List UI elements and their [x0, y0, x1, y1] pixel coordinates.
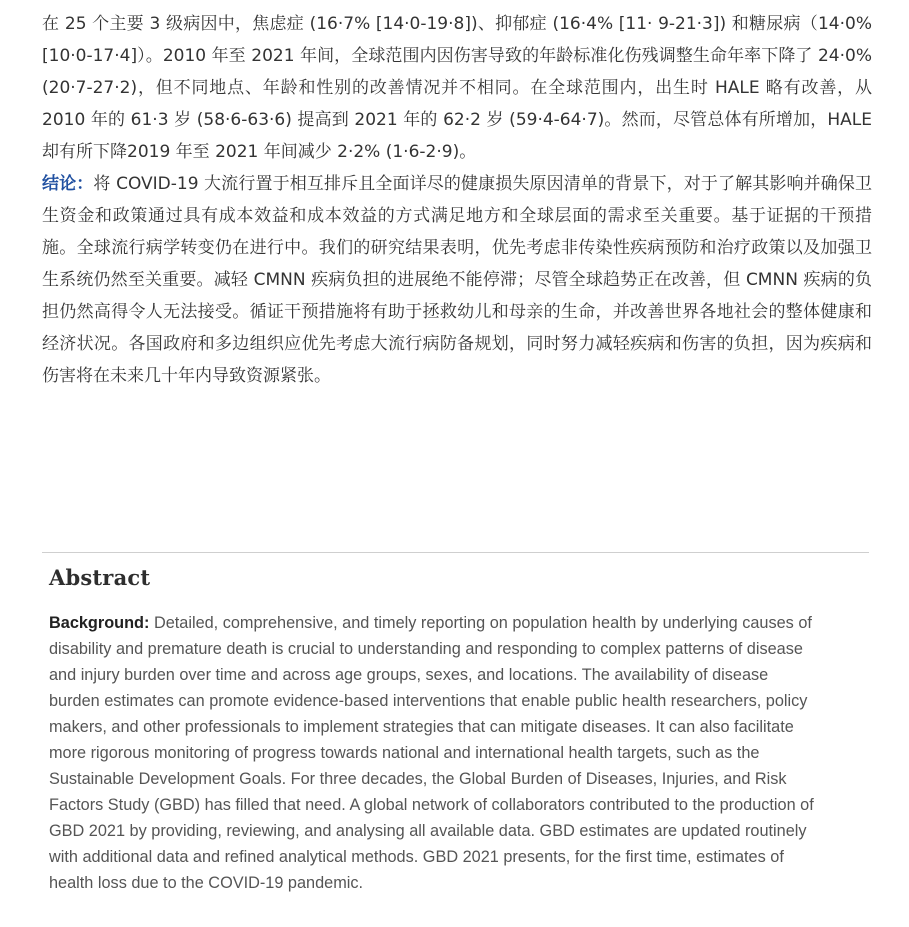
background-text: Detailed, comprehensive, and timely reporting on population health by underlying causes of disability and premature death is crucial to understanding and responding to complex patterns of disease and injury burden over time and across age groups, sexes, and locations. The availability of disease burden estimates can promote evidence-based interventions that enable public health researchers, policy makers, and other professionals to implement strategies that can mitigate diseases. It can also facilitate more rigorous monitoring of progress towards national and international health targets, such as the Sustainable Development Goals. For three decades, the Global Burden of Diseases, Injuries, and Risk Factors Study (GBD) has filled that need. A global network of collaborators contributed to the production of GBD 2021 by providing, reviewing, and analysing all available data. GBD estimates are updated routinely with additional data and refined analytical methods. GBD 2021 presents, for the first time, estimates of health loss due to the COVID-19 pandemic.: [49, 614, 814, 892]
abstract-heading: Abstract: [49, 565, 151, 590]
section-divider: [42, 552, 869, 553]
conclusion-paragraph: [42, 168, 872, 392]
abstract-background-paragraph: [49, 610, 819, 896]
chinese-summary-section: [42, 8, 872, 392]
conclusion-label: 结论：: [42, 174, 94, 194]
conclusion-text: 将 COVID-19 大流行置于相互排斥且全面详尽的健康损失原因清单的背景下，对于了解其影响并确保卫生资金和政策通过具有成本效益和成本效益的方式满足地方和全球层面的需求至关重要。基于证据的干预措施。全球流行病学转变仍在进行中。我们的研究结果表明，优先考虑非传染性疾病预防和治疗政策以及加强卫生系统仍然至关重要。减轻 CMNN 疾病负担的进展绝不能停滞；尽管全球趋势正在改善，但 CMNN 疾病的负担仍然高得令人无法接受。循证干预措施将有助于拯救幼儿和母亲的生命，并改善世界各地社会的整体健康和经济状况。各国政府和多边组织应优先考虑大流行病防备规划，同时努力减轻疾病和伤害的负担，因为疾病和伤害将在未来几十年内导致资源紧张。: [42, 174, 873, 386]
background-label: Background:: [49, 614, 150, 632]
results-paragraph: 在 25 个主要 3 级病因中，焦虑症 (16·7% [14·0-19·8])、抑郁症 (16·4% [11· 9-21·3]) 和糖尿病（14·0% [10·0-17·4]）。2010 年至 2021 年间，全球范围内因伤害导致的年龄标准化伤残调整生命年率下降了 24·0% (20·7-27·2)，但不同地点、年龄和性别的改善情况并不相同。在全球范围内，出生时 HALE 略有改善，从 2010 年的 61·3 岁 (58·6-63·6) 提高到 2021 年的 62·2 岁 (59·4-64·7)。然而，尽管总体有所增加，HALE 却有所下降2019 年至 2021 年间减少 2·2% (1·6-2·9)。: [42, 14, 872, 162]
